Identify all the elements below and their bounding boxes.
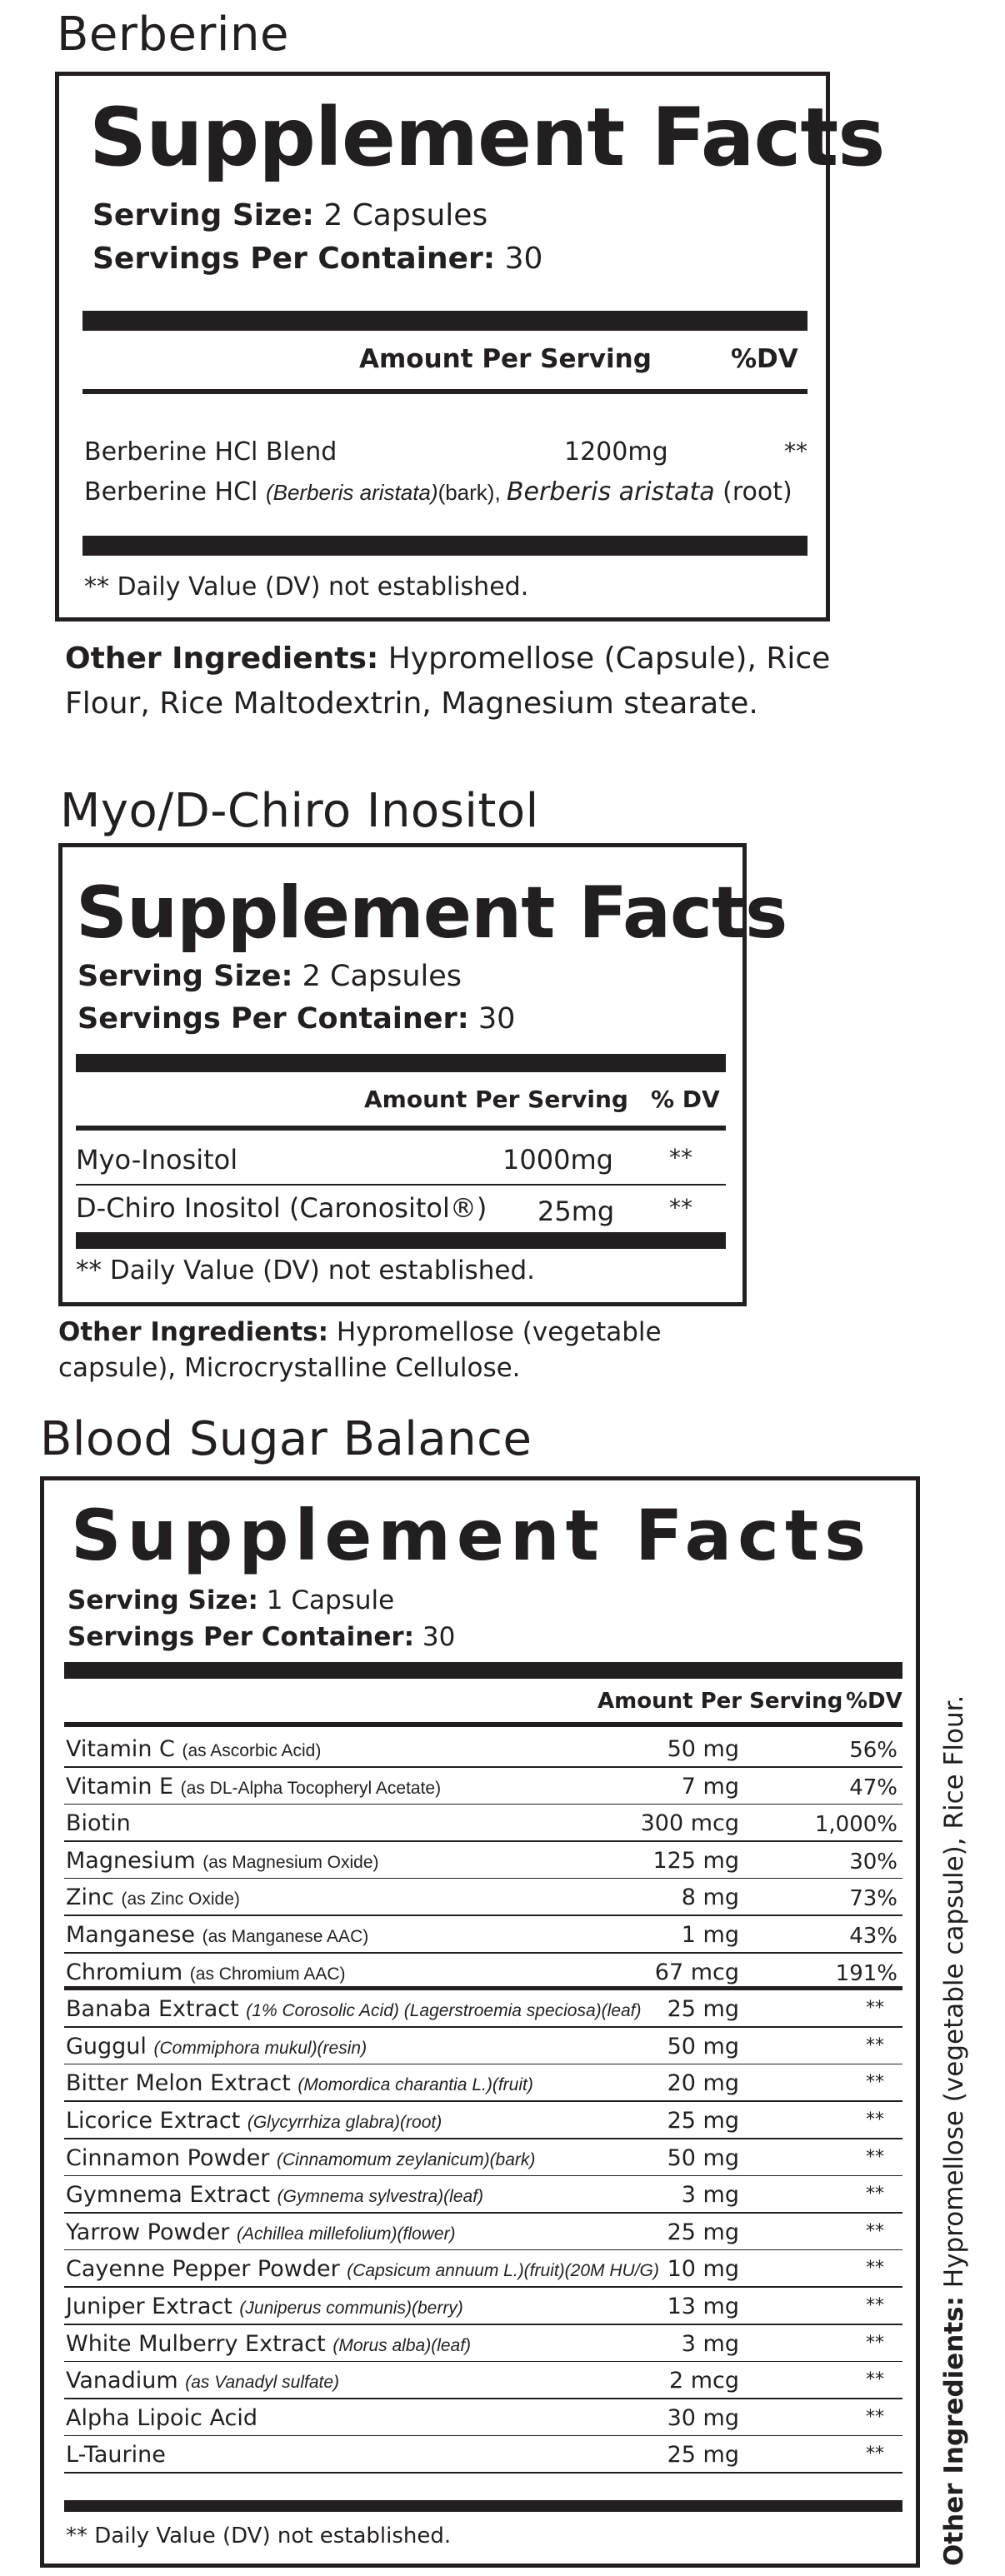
- ingredient-dv: **: [866, 1998, 884, 2019]
- ingredient-name: [66, 2294, 463, 2319]
- facts-heading: Supplement Facts: [89, 91, 885, 184]
- col-amount-header: Amount Per Serving: [364, 1086, 628, 1113]
- source-part-2: (root): [714, 477, 792, 507]
- ingredient-source: (Commiphora mukul)(resin): [153, 2038, 368, 2058]
- ingredient-amount: 3 mg: [681, 2330, 739, 2357]
- ingredient-amount: 30 mg: [667, 2404, 739, 2431]
- ingredient-name: [66, 1959, 346, 1985]
- ingredient-dv: **: [866, 2295, 884, 2316]
- ingredient-name: Myo-Inositol: [76, 1144, 238, 1176]
- table-row: [64, 1730, 902, 1768]
- ingredient-source: (as DL-Alpha Tocopheryl Acetate): [180, 1778, 442, 1798]
- ingredient-source: (as Vanadyl sulfate): [185, 2373, 340, 2393]
- table-row: [64, 2436, 902, 2474]
- ingredient-source: (as Chromium AAC): [189, 1964, 346, 1984]
- inositol-title: Myo/D-Chiro Inositol: [60, 784, 539, 838]
- footnote: ** Daily Value (DV) not established.: [84, 572, 529, 602]
- table-row: [64, 2362, 902, 2399]
- ingredient-source: (Gymnema sylvestra)(leaf): [277, 2187, 484, 2207]
- ingredient-label: Zinc: [66, 1885, 122, 1911]
- ingredient-dv: **: [866, 2072, 884, 2094]
- ingredient-dv: **: [866, 2034, 884, 2056]
- table-row: [64, 1954, 902, 1991]
- ingredient-name: [66, 1774, 441, 1800]
- ingredient-dv: **: [669, 1144, 692, 1171]
- ingredient-name: [66, 2405, 258, 2431]
- ingredient-dv: **: [866, 2146, 884, 2168]
- ingredient-dv: **: [866, 2258, 884, 2279]
- ingredient-name: [66, 2256, 659, 2282]
- other-ingredients-label: Other Ingredients:: [939, 2295, 969, 2566]
- ingredient-dv: 191%: [835, 1960, 898, 1986]
- table-row: [64, 1768, 902, 1805]
- col-amount-header: Amount Per Serving: [598, 1689, 843, 1714]
- ingredient-label: Guggul: [66, 2033, 154, 2059]
- serving-size-value: 2 Capsules: [292, 960, 462, 993]
- table-row: [64, 2139, 902, 2177]
- ingredient-amount: 3 mg: [681, 2182, 739, 2209]
- ingredient-label: Yarrow Powder: [66, 2219, 237, 2245]
- row-divider: [76, 1184, 726, 1186]
- thick-rule: [82, 536, 808, 556]
- footnote: ** Daily Value (DV) not established.: [76, 1256, 536, 1286]
- thick-rule: [82, 311, 808, 331]
- ingredient-dv: **: [669, 1194, 692, 1221]
- ingredient-label: Chromium: [66, 1959, 190, 1985]
- ingredient-source: (as Ascorbic Acid): [182, 1741, 322, 1760]
- table-row: [64, 2288, 902, 2325]
- ingredient-dv: 43%: [849, 1924, 898, 1949]
- ingredient-name: [66, 2219, 456, 2245]
- inositol-other-ingredients: [58, 1315, 708, 1387]
- ingredient-name: [66, 2331, 471, 2357]
- source-part-1: (bark),: [438, 480, 507, 505]
- ingredient-source: [84, 477, 792, 507]
- serving-size-value: 1 Capsule: [258, 1585, 395, 1615]
- ingredient-source: (as Magnesium Oxide): [202, 1852, 379, 1872]
- ingredient-amount: 50 mg: [667, 2144, 739, 2171]
- ingredient-name: [66, 1848, 379, 1874]
- header-rule: [64, 1722, 902, 1727]
- berberine-other-ingredients: [65, 637, 832, 726]
- servings-per-container-value: 30: [495, 242, 543, 277]
- other-ingredients-text: Hypromellose (vegetable capsule), Rice Flour.: [939, 1695, 969, 2296]
- serving-size-value: 2 Capsules: [313, 198, 488, 232]
- other-ingredients-text: Hypromellose (vegetable capsule), Microcrystalline Cellulose.: [58, 1317, 662, 1384]
- header-rule: [82, 389, 808, 394]
- ingredient-name: [66, 2108, 442, 2134]
- col-dv-header: %DV: [731, 344, 798, 374]
- serving-size-label: Serving Size:: [68, 1585, 258, 1615]
- ingredient-amount: 25 mg: [667, 2108, 739, 2134]
- table-row: [64, 1916, 902, 1954]
- ingredient-amount: 13 mg: [667, 2294, 739, 2319]
- ingredient-dv: 47%: [849, 1775, 898, 1800]
- ingredient-name: [66, 1996, 642, 2022]
- other-ingredients-label: Other Ingredients:: [65, 642, 379, 676]
- ingredient-label: Licorice Extract: [66, 2108, 248, 2134]
- ingredient-dv: **: [866, 2332, 884, 2354]
- ingredient-amount: 50 mg: [667, 2033, 739, 2059]
- ingredient-amount: 8 mg: [681, 1885, 739, 1911]
- ingredient-dv: 30%: [849, 1849, 898, 1875]
- ingredient-label: Bitter Melon Extract: [66, 2070, 298, 2097]
- ingredient-dv: **: [866, 2444, 884, 2465]
- footnote: ** Daily Value (DV) not established.: [66, 2524, 452, 2549]
- inositol-facts-panel: [58, 843, 788, 1306]
- serving-info: [78, 956, 515, 1041]
- ingredient-name: [66, 2070, 533, 2096]
- col-amount-header: Amount Per Serving: [359, 344, 652, 374]
- ingredient-dv: **: [866, 2184, 884, 2205]
- col-dv-header: %DV: [846, 1689, 902, 1714]
- ingredient-amount: 25 mg: [667, 1996, 739, 2023]
- ingredient-label: Juniper Extract: [66, 2294, 240, 2319]
- ingredient-label: White Mulberry Extract: [66, 2330, 333, 2357]
- table-row: [64, 2250, 902, 2288]
- other-ingredients-label: Other Ingredients:: [58, 1317, 329, 1347]
- ingredient-label: Biotin: [66, 1810, 131, 1837]
- ingredient-source: (Juniperus communis)(berry): [239, 2299, 463, 2318]
- ingredient-dv: **: [866, 2369, 884, 2391]
- ingredient-label: L-Taurine: [66, 2442, 166, 2469]
- ingredient-amount: 25 mg: [667, 2219, 739, 2245]
- blood-sugar-title: Blood Sugar Balance: [40, 1412, 532, 1466]
- ingredient-amount: 1000mg: [502, 1144, 613, 1176]
- servings-per-container-value: 30: [468, 1001, 516, 1036]
- table-row: [64, 2176, 902, 2214]
- ingredient-dv: **: [866, 2220, 884, 2242]
- blood-sugar-other-ingredients: [933, 1508, 975, 2566]
- ingredient-label: Magnesium: [66, 1847, 203, 1874]
- ingredient-source: (Momordica charantia L.)(fruit): [298, 2075, 533, 2095]
- thick-rule: [76, 1054, 726, 1072]
- ingredient-label: Vanadium: [66, 2368, 186, 2394]
- thick-rule: [76, 1232, 726, 1249]
- ingredient-label: Gymnema Extract: [66, 2182, 278, 2209]
- ingredient-amount: 7 mg: [681, 1773, 739, 1800]
- ingredient-amount: 20 mg: [667, 2070, 739, 2097]
- ingredient-dv: 73%: [849, 1886, 898, 1912]
- table-row: [64, 2325, 902, 2363]
- servings-per-container-label: Servings Per Container:: [78, 1001, 469, 1036]
- thick-rule: [64, 2500, 902, 2512]
- servings-per-container-label: Servings Per Container:: [68, 1622, 415, 1653]
- ingredient-amount: 67 mcg: [654, 1959, 739, 1985]
- ingredient-name: [66, 1885, 240, 1910]
- source-species-1: (Berberis aristata): [265, 480, 438, 505]
- ingredient-dv: **: [866, 2406, 884, 2428]
- serving-info: [92, 194, 542, 281]
- ingredient-dv: **: [866, 2109, 884, 2130]
- serving-size-label: Serving Size:: [92, 198, 314, 232]
- ingredient-source: (as Zinc Oxide): [121, 1890, 240, 1910]
- ingredient-name: [66, 2182, 483, 2208]
- ingredient-source: (Capsicum annuum L.)(fruit)(20M HU/G): [347, 2261, 659, 2281]
- table-row: [64, 2214, 902, 2251]
- ingredient-name: [66, 2368, 339, 2394]
- serving-info: [68, 1582, 455, 1655]
- ingredient-label: Alpha Lipoic Acid: [66, 2404, 258, 2431]
- table-row: [64, 2028, 902, 2065]
- header-rule: [76, 1126, 726, 1131]
- ingredient-name: [66, 2145, 535, 2171]
- ingredient-dv: 1,000%: [814, 1812, 898, 1838]
- ingredient-name: [66, 2034, 367, 2059]
- facts-heading: Supplement Facts: [76, 871, 788, 955]
- other-ingredients-text: Hypromellose (Capsule), Rice Flour, Rice Maltodextrin, Magnesium stearate.: [65, 642, 831, 721]
- ingredient-source: (Cinnamomum zeylanicum)(bark): [277, 2149, 536, 2169]
- berberine-title: Berberine: [57, 7, 289, 62]
- ingredient-amount: 50 mg: [667, 1736, 739, 1762]
- servings-per-container-value: 30: [414, 1622, 456, 1653]
- ingredient-label: Vitamin C: [66, 1736, 182, 1762]
- ingredient-amount: 125 mg: [652, 1847, 739, 1874]
- ingredient-name: [66, 1922, 368, 1948]
- ingredient-source: (Achillea millefolium)(flower): [237, 2224, 456, 2244]
- servings-per-container-label: Servings Per Container:: [92, 242, 496, 277]
- ingredient-dv: **: [784, 437, 808, 465]
- ingredient-label: Manganese: [66, 1922, 202, 1948]
- col-dv-header: % DV: [651, 1086, 720, 1113]
- source-name: Berberine HCl: [84, 477, 266, 507]
- ingredient-source: (1% Corosolic Acid) (Lagerstroemia speciosa)(leaf): [246, 2001, 642, 2021]
- thick-rule: [64, 1662, 902, 1679]
- table-row: [64, 1879, 902, 1916]
- ingredient-name: D-Chiro Inositol (Caronositol®): [76, 1192, 488, 1224]
- ingredient-label: Vitamin E: [66, 1773, 181, 1800]
- table-row: [64, 1990, 902, 2028]
- table-row: [64, 1842, 902, 1880]
- ingredient-name: [66, 2442, 166, 2468]
- ingredient-amount: 10 mg: [667, 2256, 739, 2283]
- ingredient-label: Cayenne Pepper Powder: [66, 2256, 348, 2283]
- ingredient-label: Cinnamon Powder: [66, 2144, 277, 2171]
- table-row: [64, 2399, 902, 2437]
- serving-size-label: Serving Size:: [78, 960, 293, 993]
- ingredient-amount: 1200mg: [564, 437, 668, 467]
- ingredient-amount: 25 mg: [667, 2442, 739, 2469]
- ingredient-source: (Morus alba)(leaf): [332, 2335, 472, 2355]
- ingredient-name: [66, 1736, 321, 1762]
- table-row: [64, 1805, 902, 1842]
- row-divider: [64, 2472, 902, 2474]
- ingredient-dv: 56%: [849, 1738, 898, 1763]
- ingredient-label: Banaba Extract: [66, 1996, 247, 2023]
- ingredient-name: Berberine HCl Blend: [84, 437, 338, 467]
- blood-sugar-facts-panel: [40, 1476, 920, 2568]
- source-species-2: Berberis aristata: [506, 477, 715, 507]
- table-row: [64, 2102, 902, 2139]
- facts-heading: Supplement Facts: [71, 1495, 872, 1576]
- ingredient-amount: 1 mg: [681, 1922, 739, 1948]
- ingredient-amount: 300 mcg: [640, 1810, 739, 1837]
- berberine-facts-panel: [55, 72, 885, 622]
- ingredient-source: (as Manganese AAC): [202, 1927, 369, 1946]
- ingredient-amount: 25mg: [538, 1196, 615, 1227]
- ingredient-source: (Glycyrrhiza glabra)(root): [247, 2113, 442, 2132]
- ingredient-amount: 2 mcg: [668, 2368, 739, 2394]
- table-row: [64, 2064, 902, 2102]
- ingredient-name: [66, 1810, 131, 1836]
